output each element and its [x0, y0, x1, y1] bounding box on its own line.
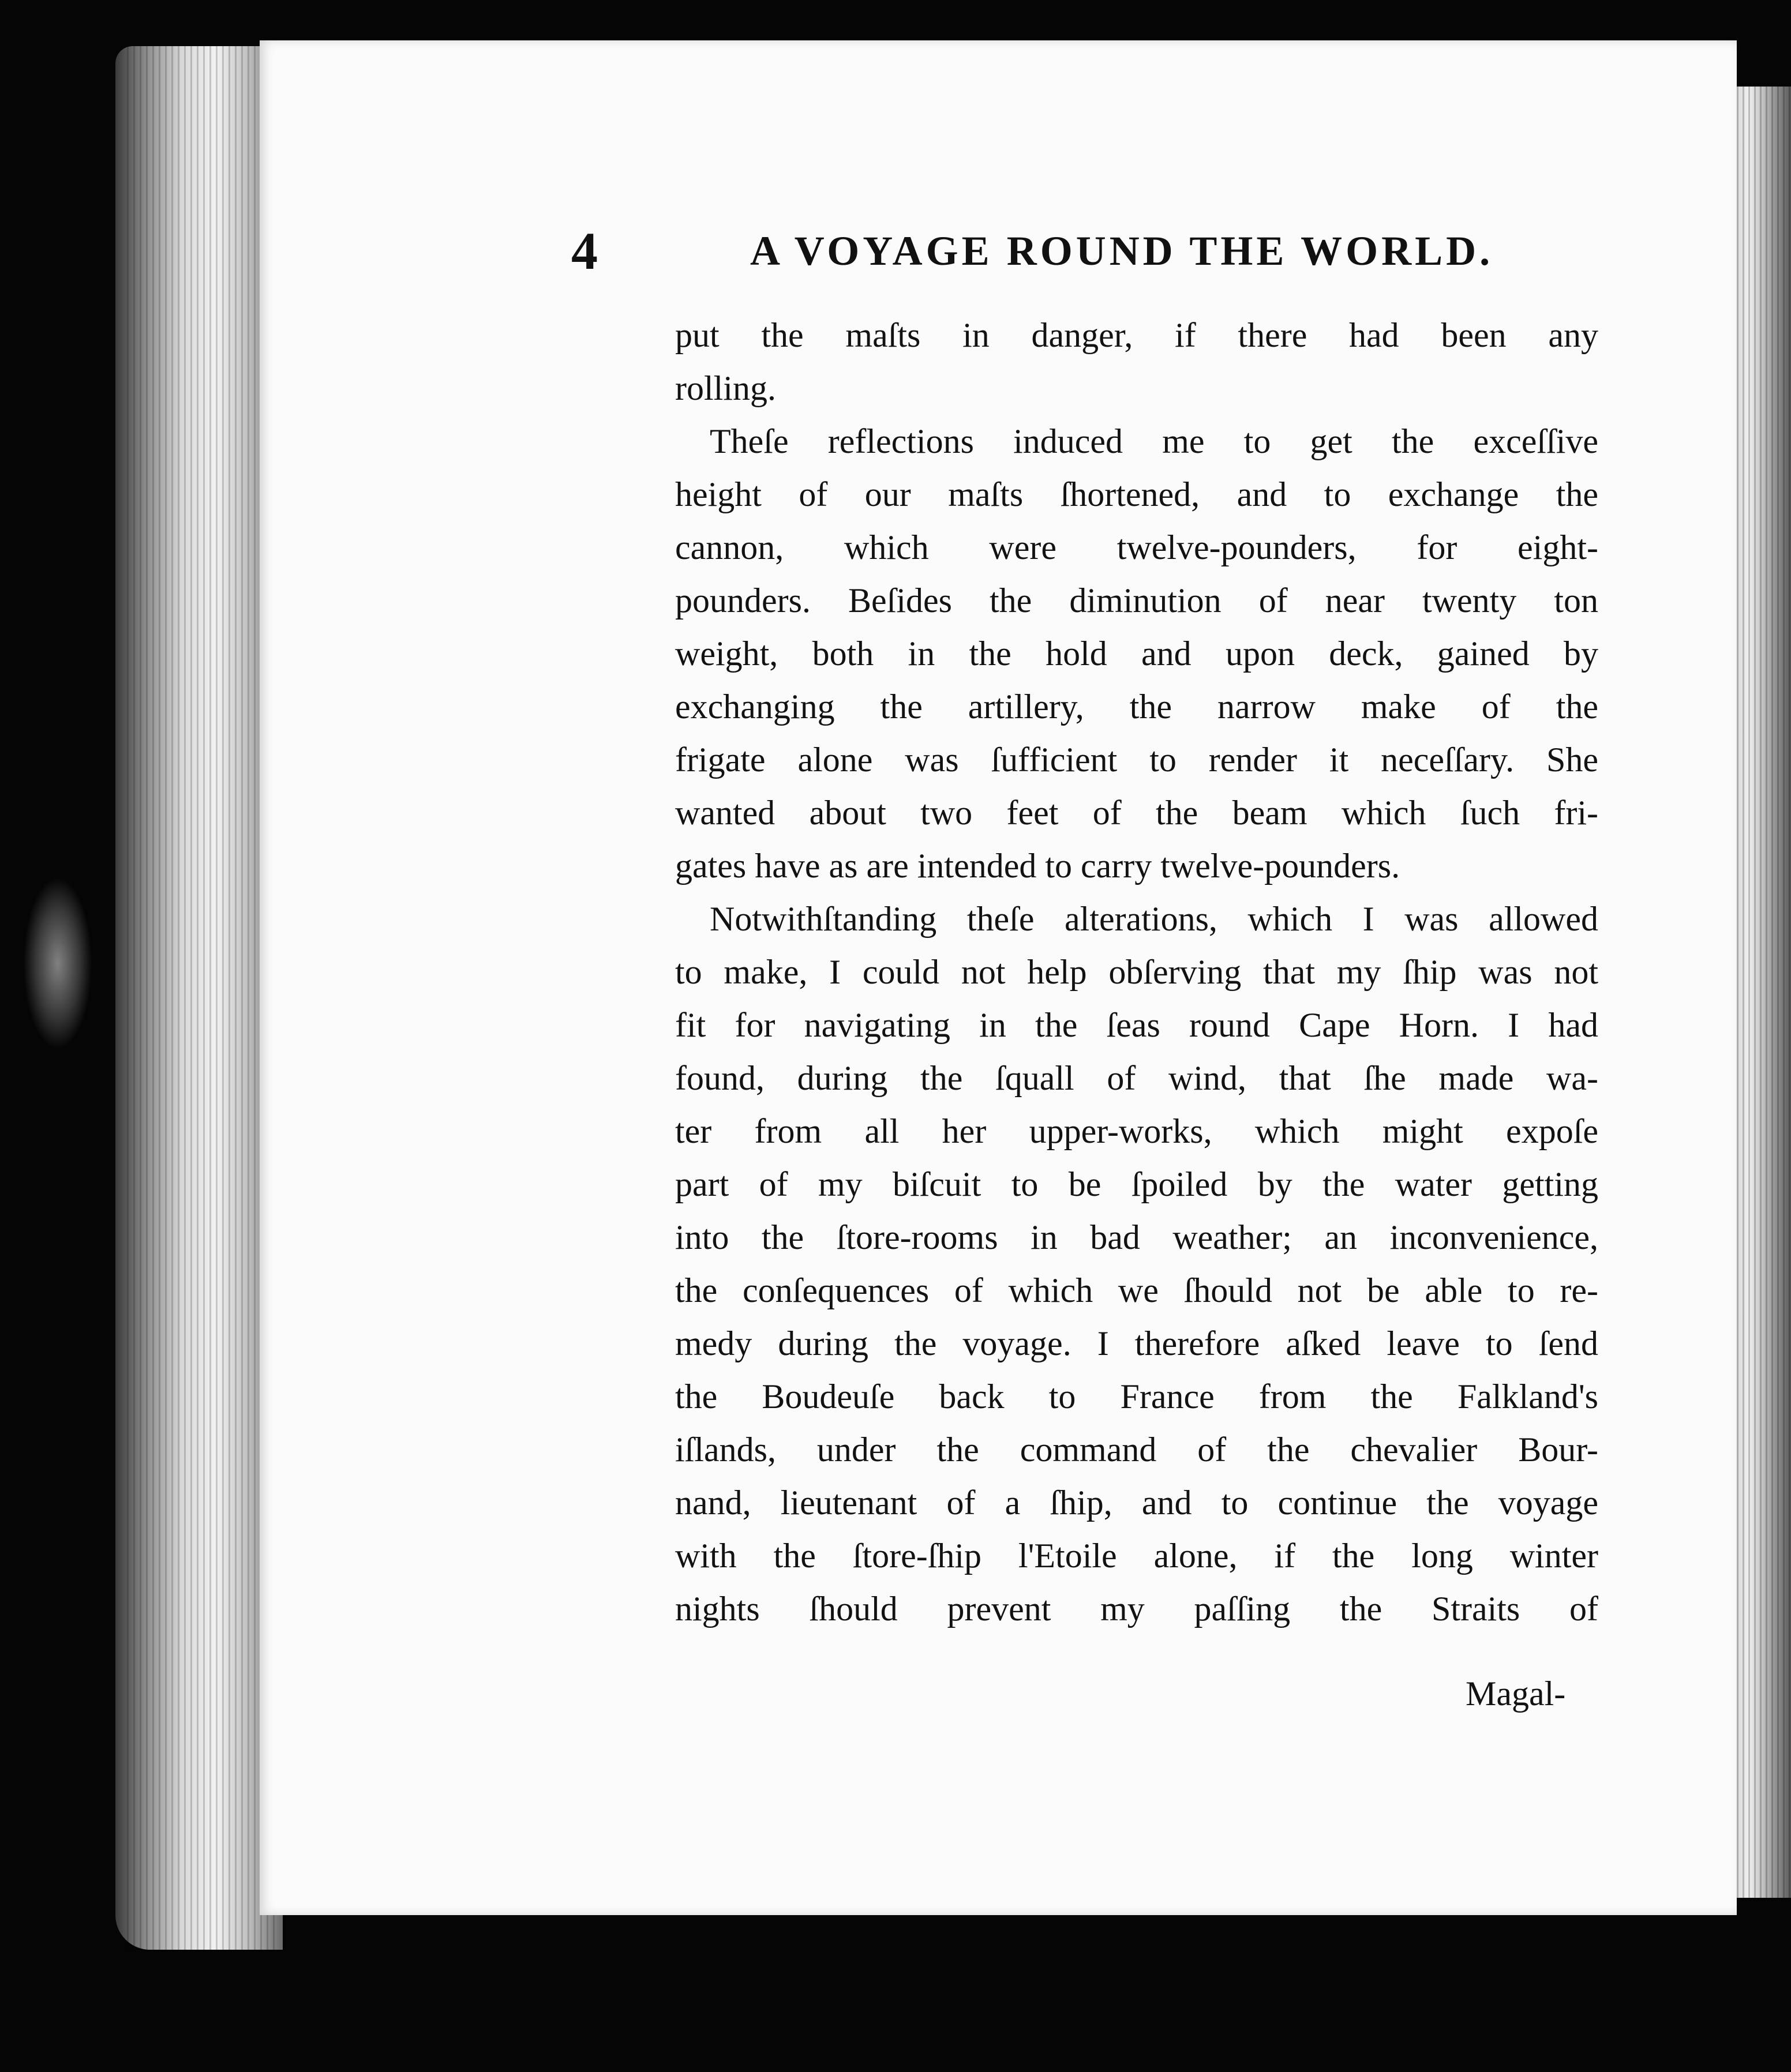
catchword: Magal-: [1466, 1675, 1566, 1713]
body-text: [675, 309, 1598, 1635]
left-page-edges: [115, 46, 283, 1950]
text-line: with the ſtore-ſhip l'Etoile alone, if the long winter: [675, 1537, 1598, 1575]
right-page-edges: [1731, 87, 1791, 1898]
text-line: the conſequences of which we ſhould not be able to re-: [675, 1271, 1598, 1309]
running-head: A VOYAGE ROUND THE WORLD.: [750, 228, 1494, 274]
text-line: wanted about two feet of the beam which ſuch fri-: [675, 794, 1598, 832]
text-line: rolling.: [675, 369, 776, 407]
text-line: gates have as are intended to carry twelve-pounders.: [675, 847, 1400, 885]
text-line: into the ſtore-rooms in bad weather; an inconvenience,: [675, 1218, 1598, 1256]
text-line: nights ſhould prevent my paſſing the Straits of: [675, 1590, 1598, 1628]
page-header: [571, 219, 1506, 283]
text-line: the Boudeuſe back to France from the Falkland's: [675, 1377, 1598, 1416]
text-line: frigate alone was ſufficient to render it neceſſary. She: [675, 741, 1598, 779]
text-line: found, during the ſquall of wind, that ſhe made wa-: [675, 1059, 1598, 1097]
text-line: weight, both in the hold and upon deck, gained by: [675, 635, 1598, 673]
text-line: exchanging the artillery, the narrow make of the: [675, 688, 1598, 726]
text-line: fit for navigating in the ſeas round Cape Horn. I had: [675, 1006, 1598, 1044]
margin-stain: [23, 877, 92, 1050]
text-line: medy during the voyage. I therefore aſked leave to ſend: [675, 1324, 1598, 1362]
text-line: ter from all her upper-works, which might expoſe: [675, 1112, 1598, 1150]
text-line: Theſe reflections induced me to get the exceſſive: [710, 422, 1598, 460]
text-line: nand, lieutenant of a ſhip, and to continue the voyage: [675, 1484, 1598, 1522]
text-line: put the maſts in danger, if there had been any: [675, 316, 1598, 354]
text-line: height of our maſts ſhortened, and to exchange the: [675, 475, 1598, 513]
text-line: to make, I could not help obſerving that my ſhip was not: [675, 953, 1598, 991]
text-line: cannon, which were twelve-pounders, for eight-: [675, 528, 1598, 566]
text-line: Notwithſtanding theſe alterations, which I was allowed: [710, 900, 1598, 938]
page-number: 4: [571, 222, 598, 280]
text-line: part of my biſcuit to be ſpoiled by the water getting: [675, 1165, 1598, 1203]
text-line: pounders. Beſides the diminution of near twenty ton: [675, 581, 1598, 620]
text-line: iſlands, under the command of the chevalier Bour-: [675, 1431, 1598, 1469]
